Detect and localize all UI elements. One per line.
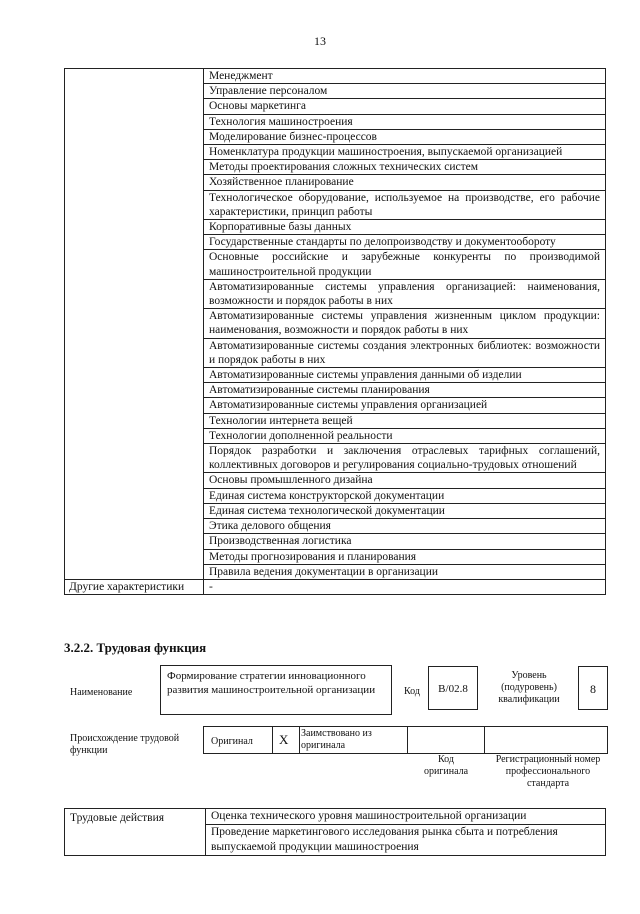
section-title: 3.2.2. Трудовая функция (64, 640, 207, 655)
original-label: Оригинал (211, 736, 253, 747)
knowledge-item: Этика делового общения (204, 519, 606, 534)
knowledge-label-cell (65, 69, 204, 580)
knowledge-item: Технологии интернета вещей (204, 413, 606, 428)
knowledge-item: Корпоративные базы данных (204, 220, 606, 235)
knowledge-item: Автоматизированные системы управления жизненным циклом продукции: наименования, возможности и порядок работы в них (204, 309, 606, 338)
knowledge-item: Хозяйственное планирование (204, 175, 606, 190)
code-label: Код (404, 686, 420, 697)
knowledge-item: Менеджмент (204, 69, 606, 84)
knowledge-item: Производственная логистика (204, 534, 606, 549)
borrowed-label: Заимствовано из оригинала (301, 728, 372, 751)
labor-actions-table (64, 808, 606, 856)
function-name-value: Формирование стратегии инновационного развития машиностроительной организации (167, 670, 376, 696)
knowledge-table (64, 68, 606, 595)
knowledge-item: Автоматизированные системы управления данными об изделии (204, 368, 606, 383)
level-label: Уровень (подуровень) квалификации (498, 670, 560, 705)
page-number: 13 (314, 34, 326, 48)
knowledge-item: Управление персоналом (204, 84, 606, 99)
knowledge-item: Автоматизированные системы планирования (204, 383, 606, 398)
knowledge-item: Автоматизированные системы создания электронных библиотек: возможности и порядок работы в них (204, 338, 606, 367)
code-box (428, 666, 478, 710)
level-box (578, 666, 608, 710)
knowledge-item: Автоматизированные системы управления организацией (204, 398, 606, 413)
knowledge-item: Основы маркетинга (204, 99, 606, 114)
other-characteristics-label: Другие характеристики (65, 579, 204, 594)
function-name-box (160, 665, 392, 715)
knowledge-item: Единая система технологической документации (204, 503, 606, 518)
other-characteristics-value: - (204, 579, 606, 594)
origin-box (203, 726, 608, 754)
knowledge-item: Методы проектирования сложных технических систем (204, 160, 606, 175)
knowledge-item: Технология машиностроения (204, 114, 606, 129)
knowledge-item: Автоматизированные системы управления организацией: наименования, возможности и порядок работы в них (204, 279, 606, 308)
table-row (65, 69, 606, 84)
labor-action-item: Оценка технического уровня машиностроительной организации (206, 809, 606, 825)
name-label: Наименование (70, 687, 133, 698)
knowledge-item: Основы промышленного дизайна (204, 473, 606, 488)
knowledge-item: Технологическое оборудование, используемое на производстве, его рабочие характеристики, принцип работы (204, 190, 606, 219)
labor-action-item: Проведение маркетингового исследования рынка сбыта и потребления выпускаемой продукции машиностроения (206, 825, 606, 856)
knowledge-item: Правила ведения документации в организации (204, 564, 606, 579)
knowledge-item: Государственные стандарты по делопроизводству и документообороту (204, 235, 606, 250)
knowledge-item: Порядок разработки и заключения отраслевых тарифных соглашений, коллективных договоров и регулирования социально-трудовых отношений (204, 444, 606, 473)
code-original-label: Код оригинала (423, 754, 469, 777)
knowledge-item: Единая система конструкторской документации (204, 488, 606, 503)
original-mark: X (279, 732, 289, 747)
knowledge-item: Технологии дополненной реальности (204, 428, 606, 443)
knowledge-item: Основные российские и зарубежные конкуренты по производимой машиностроительной продукции (204, 250, 606, 279)
knowledge-item: Номенклатура продукции машиностроения, выпускаемой организацией (204, 145, 606, 160)
knowledge-item: Методы прогнозирования и планирования (204, 549, 606, 564)
level-value: 8 (590, 682, 596, 696)
other-characteristics-row (65, 579, 606, 594)
knowledge-item: Моделирование бизнес-процессов (204, 129, 606, 144)
reg-number-label: Регистрационный номер профессионального стандарта (495, 754, 601, 789)
code-value: B/02.8 (438, 683, 468, 695)
table-row (65, 809, 606, 825)
labor-actions-label: Трудовые действия (65, 809, 206, 856)
origin-label: Происхождение трудовой функции (70, 733, 180, 756)
